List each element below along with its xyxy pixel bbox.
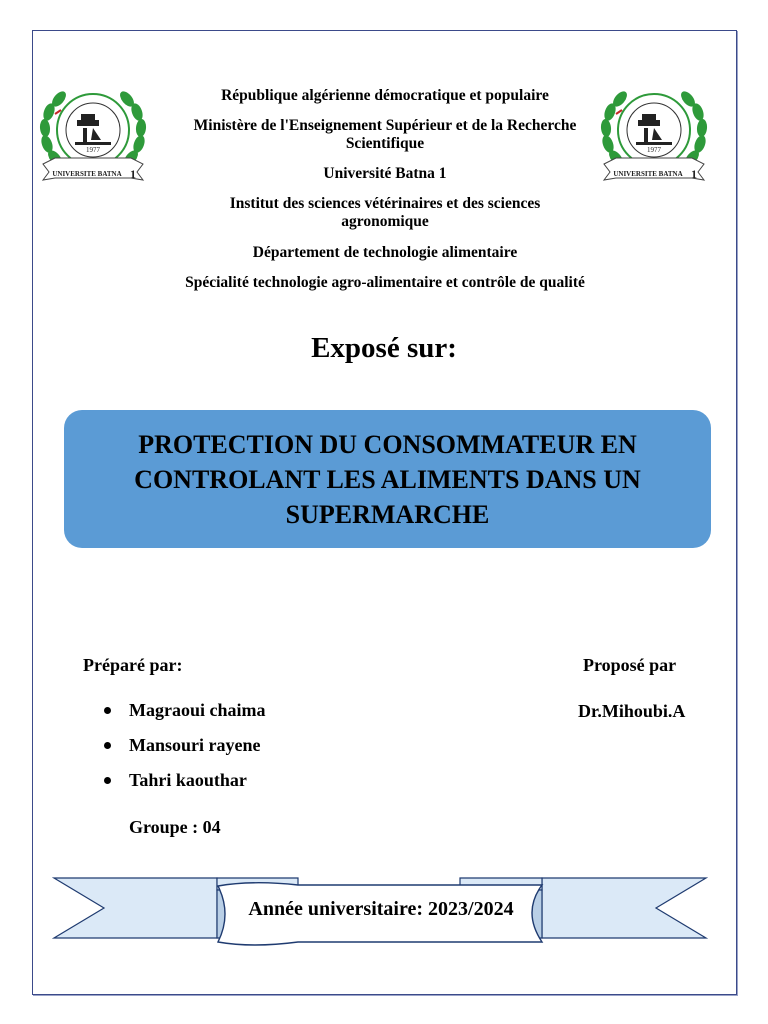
list-item bbox=[104, 770, 266, 805]
logo-year: 1977 bbox=[86, 146, 100, 154]
header-institute: Institut des sciences vétérinaires et des sciences agronomique bbox=[229, 195, 541, 230]
bullet-icon bbox=[104, 777, 111, 784]
header-university: Université Batna 1 bbox=[323, 165, 447, 182]
student-name: Mansouri rayene bbox=[129, 735, 261, 755]
logo-year: 1977 bbox=[647, 146, 661, 154]
academic-year: Année universitaire: 2023/2024 bbox=[248, 898, 514, 920]
list-item bbox=[104, 735, 266, 770]
group-label: Groupe : 04 bbox=[129, 817, 221, 837]
header-ministry: Ministère de l'Enseignement Supérieur et de la Recherche Scientifique bbox=[193, 117, 577, 152]
university-logo-left bbox=[37, 84, 149, 196]
student-name: Tahri kaouthar bbox=[129, 770, 247, 790]
header-specialty: Spécialité technologie agro-alimentaire et contrôle de qualité bbox=[185, 274, 585, 291]
student-name: Magraoui chaima bbox=[129, 700, 266, 720]
header-department: Département de technologie alimentaire bbox=[252, 244, 518, 261]
list-item bbox=[104, 700, 266, 735]
university-logo-right bbox=[598, 84, 710, 196]
logo-banner-text: UNIVERSITE BATNA bbox=[52, 170, 122, 178]
document-title: PROTECTION DU CONSOMMATEUR EN CONTROLANT LES ALIMENTS DANS UN SUPERMARCHE bbox=[134, 429, 641, 529]
header-republic: République algérienne démocratique et populaire bbox=[221, 87, 549, 104]
proposed-by-label: Proposé par bbox=[583, 655, 677, 675]
logo-number: 1 bbox=[691, 167, 697, 181]
logo-banner-text: UNIVERSITE BATNA bbox=[613, 170, 683, 178]
bullet-icon bbox=[104, 742, 111, 749]
logo-number: 1 bbox=[130, 167, 136, 181]
prepared-by-label: Préparé par: bbox=[83, 655, 183, 675]
supervisor-name: Dr.Mihoubi.A bbox=[578, 701, 686, 721]
student-list bbox=[104, 700, 266, 805]
bullet-icon bbox=[104, 707, 111, 714]
title-box bbox=[64, 410, 711, 548]
expose-heading: Exposé sur: bbox=[311, 332, 457, 364]
